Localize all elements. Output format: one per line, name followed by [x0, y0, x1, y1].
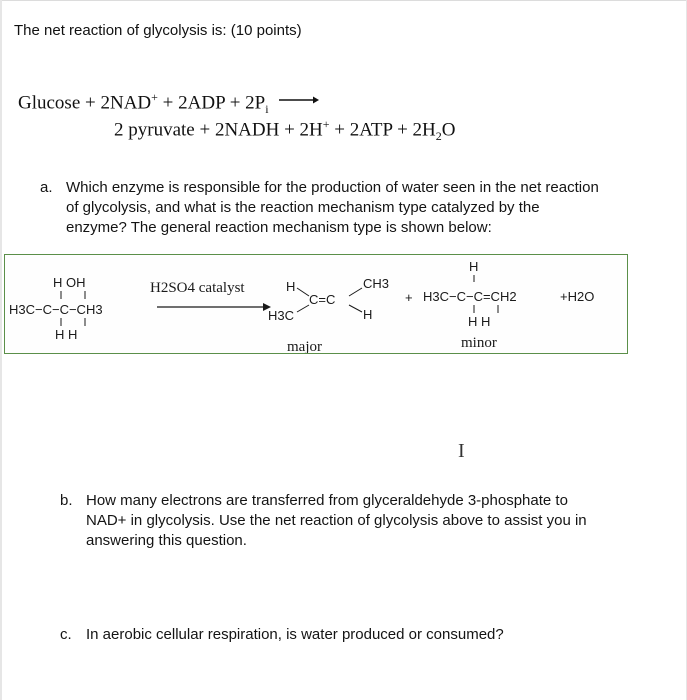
reaction-arrow-icon [279, 95, 319, 105]
eq2-sub: 2 [435, 129, 442, 144]
equation-line-2 [114, 117, 456, 144]
minor-main-text: H3C−C−C=CH2 [423, 289, 517, 304]
eq1-prefix: Glucose + 2NAD [18, 92, 152, 114]
reactant-main-text: H3C−C−C−CH3 [9, 302, 103, 317]
plus-sign: + [405, 290, 413, 305]
catalyst-text: H2SO4 catalyst [150, 280, 245, 296]
question-a-text: Which enzyme is responsible for the production of water seen in the net reaction of glycolysis, and what is the reaction mechanism type catalyzed by the enzyme? The general reaction mechanism type is shown below: [66, 179, 599, 236]
eq2-sup: + [322, 117, 330, 131]
question-c-text: In aerobic cellular respiration, is water produced or consumed? [86, 626, 504, 643]
major-label: major [287, 339, 322, 353]
frame-left-border [0, 0, 2, 700]
text-cursor-icon: I [458, 440, 465, 462]
equation-line-1 [18, 90, 319, 117]
question-c-letter: c. [60, 626, 72, 643]
question-b-text: How many electrons are transferred from glyceraldehyde 3-phosphate to NAD+ in glycolysis. Use the net reaction of glycolysis above to assist you in answering this question. [86, 492, 587, 549]
eq1-sub: i [265, 102, 269, 117]
question-b-letter: b. [60, 492, 73, 509]
frame-top-border [0, 0, 687, 1]
eq2-b: + 2ATP + 2H [329, 119, 436, 141]
eq1-mid: + 2ADP + 2P [157, 92, 266, 114]
major-core-text: C=C [309, 292, 336, 307]
water-product-text: +H2O [560, 289, 595, 304]
question-a-letter: a. [40, 179, 53, 196]
eq2-a: 2 pyruvate + 2NADH + 2H [114, 119, 323, 141]
major-ch3-text: CH3 [363, 276, 390, 291]
minor-label: minor [461, 335, 497, 351]
minor-top-text: H [469, 259, 479, 274]
major-h3c-text: H3C [268, 308, 295, 323]
reactant-bottom-text: H H [55, 327, 78, 342]
eq2-c: O [441, 119, 456, 141]
reactant-top-text: H OH [53, 275, 86, 290]
minor-bottom-text: H H [468, 314, 491, 329]
mechanism-figure [4, 254, 628, 354]
eq1-sup: + [151, 90, 158, 104]
major-h2-text: H [363, 307, 373, 322]
mechanism-drawing [5, 255, 627, 353]
major-h1-text: H [286, 279, 296, 294]
question-title: The net reaction of glycolysis is: (10 points) [14, 22, 302, 39]
